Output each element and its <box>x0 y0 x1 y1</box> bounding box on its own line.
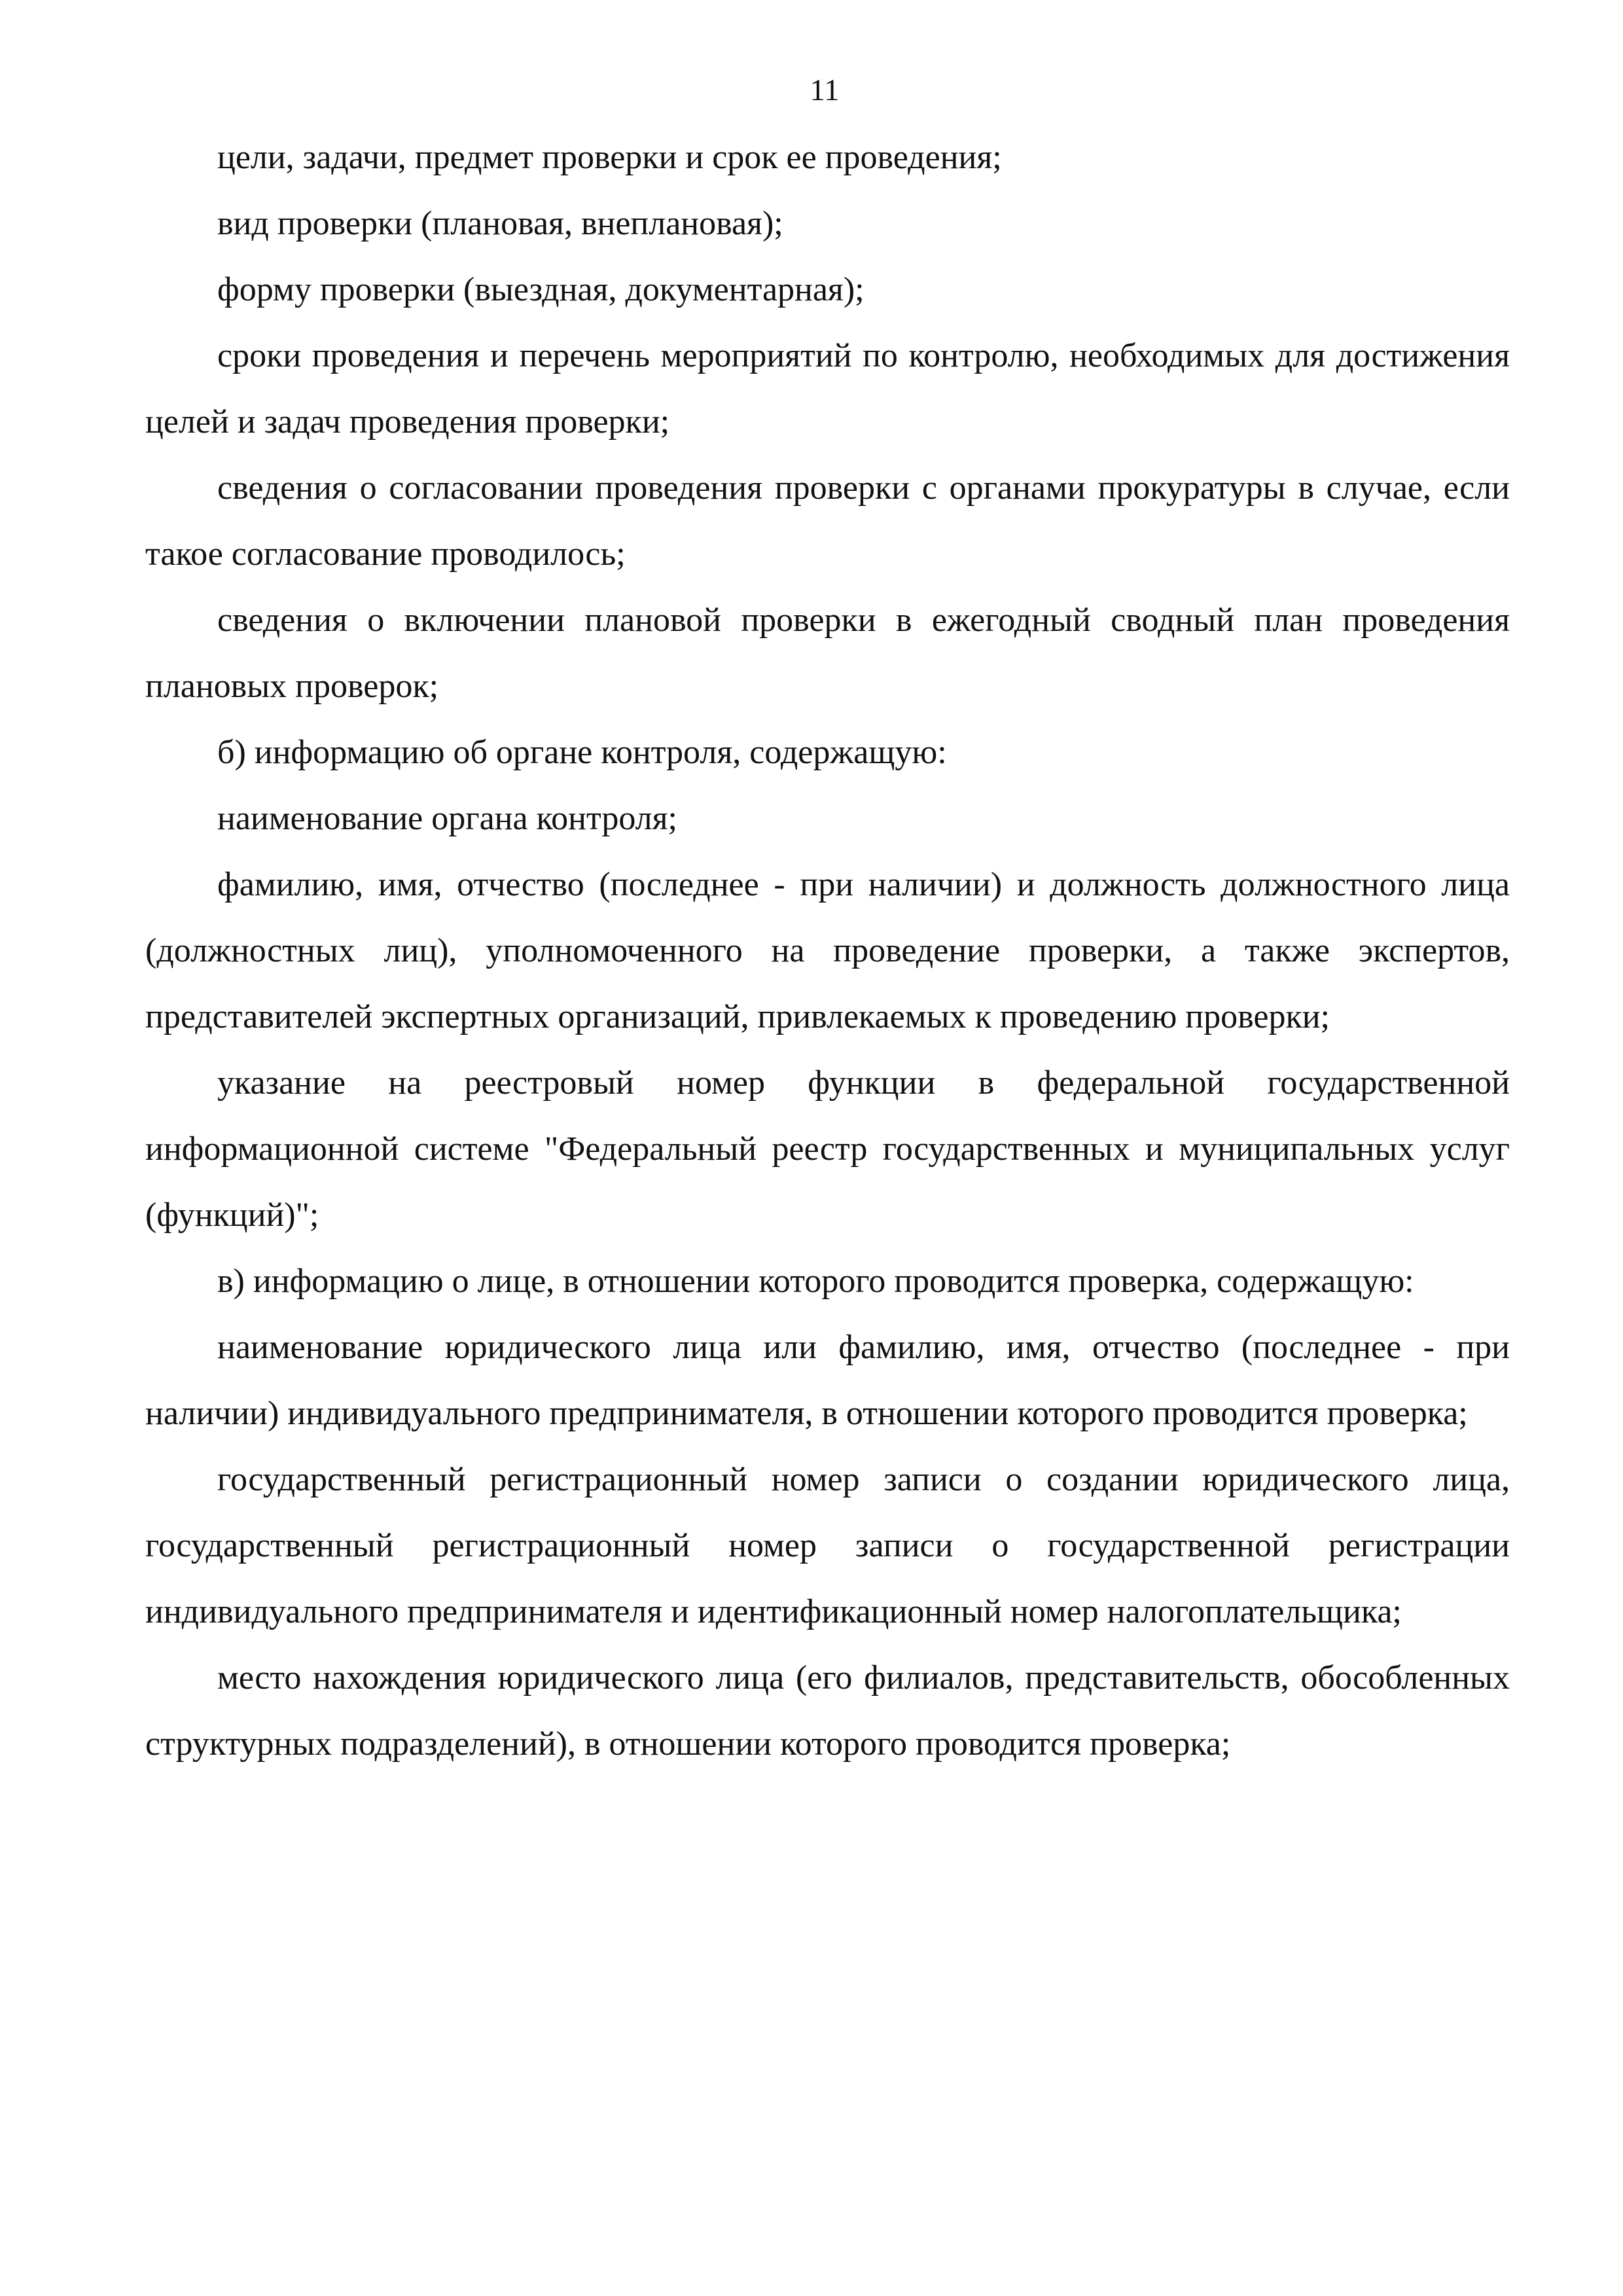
paragraph: сведения о согласовании проведения проверки с органами прокуратуры в случае, если такое согласование проводилось; <box>145 469 1510 573</box>
paragraph: форму проверки (выездная, документарная); <box>217 271 865 308</box>
paragraph: б) информацию об органе контроля, содержащую: <box>217 734 947 771</box>
paragraph: место нахождения юридического лица (его филиалов, представительств, обособленных структурных подразделений), в отношении которого проводится проверка; <box>145 1659 1510 1763</box>
page-number: 11 <box>810 73 840 107</box>
paragraph: государственный регистрационный номер записи о создании юридического лица, государственный регистрационный номер записи о государственной регистрации индивидуального предпринимателя и идентификационный номер налогоплательщика; <box>145 1461 1510 1630</box>
paragraph: наименование юридического лица или фамилию, имя, отчество (последнее - при наличии) индивидуального предпринимателя, в отношении которого проводится проверка; <box>145 1329 1510 1432</box>
paragraph: фамилию, имя, отчество (последнее - при наличии) и должность должностного лица (должностных лиц), уполномоченного на проведение проверки, а также экспертов, представителей экспертных организаций, привлекаемых к проведению проверки; <box>145 866 1510 1035</box>
paragraph: указание на реестровый номер функции в федеральной государственной информационной системе "Федеральный реестр государственных и муниципальных услуг (функций)"; <box>145 1064 1510 1234</box>
paragraph: сведения о включении плановой проверки в ежегодный сводный план проведения плановых проверок; <box>145 601 1510 705</box>
paragraph: сроки проведения и перечень мероприятий по контролю, необходимых для достижения целей и задач проведения проверки; <box>145 337 1510 440</box>
paragraph: наименование органа контроля; <box>217 800 677 837</box>
paragraph: в) информацию о лице, в отношении которого проводится проверка, содержащую: <box>217 1263 1414 1300</box>
document-body <box>145 124 1510 1777</box>
paragraph: цели, задачи, предмет проверки и срок ее проведения; <box>217 139 1002 176</box>
paragraph: вид проверки (плановая, внеплановая); <box>217 205 783 242</box>
